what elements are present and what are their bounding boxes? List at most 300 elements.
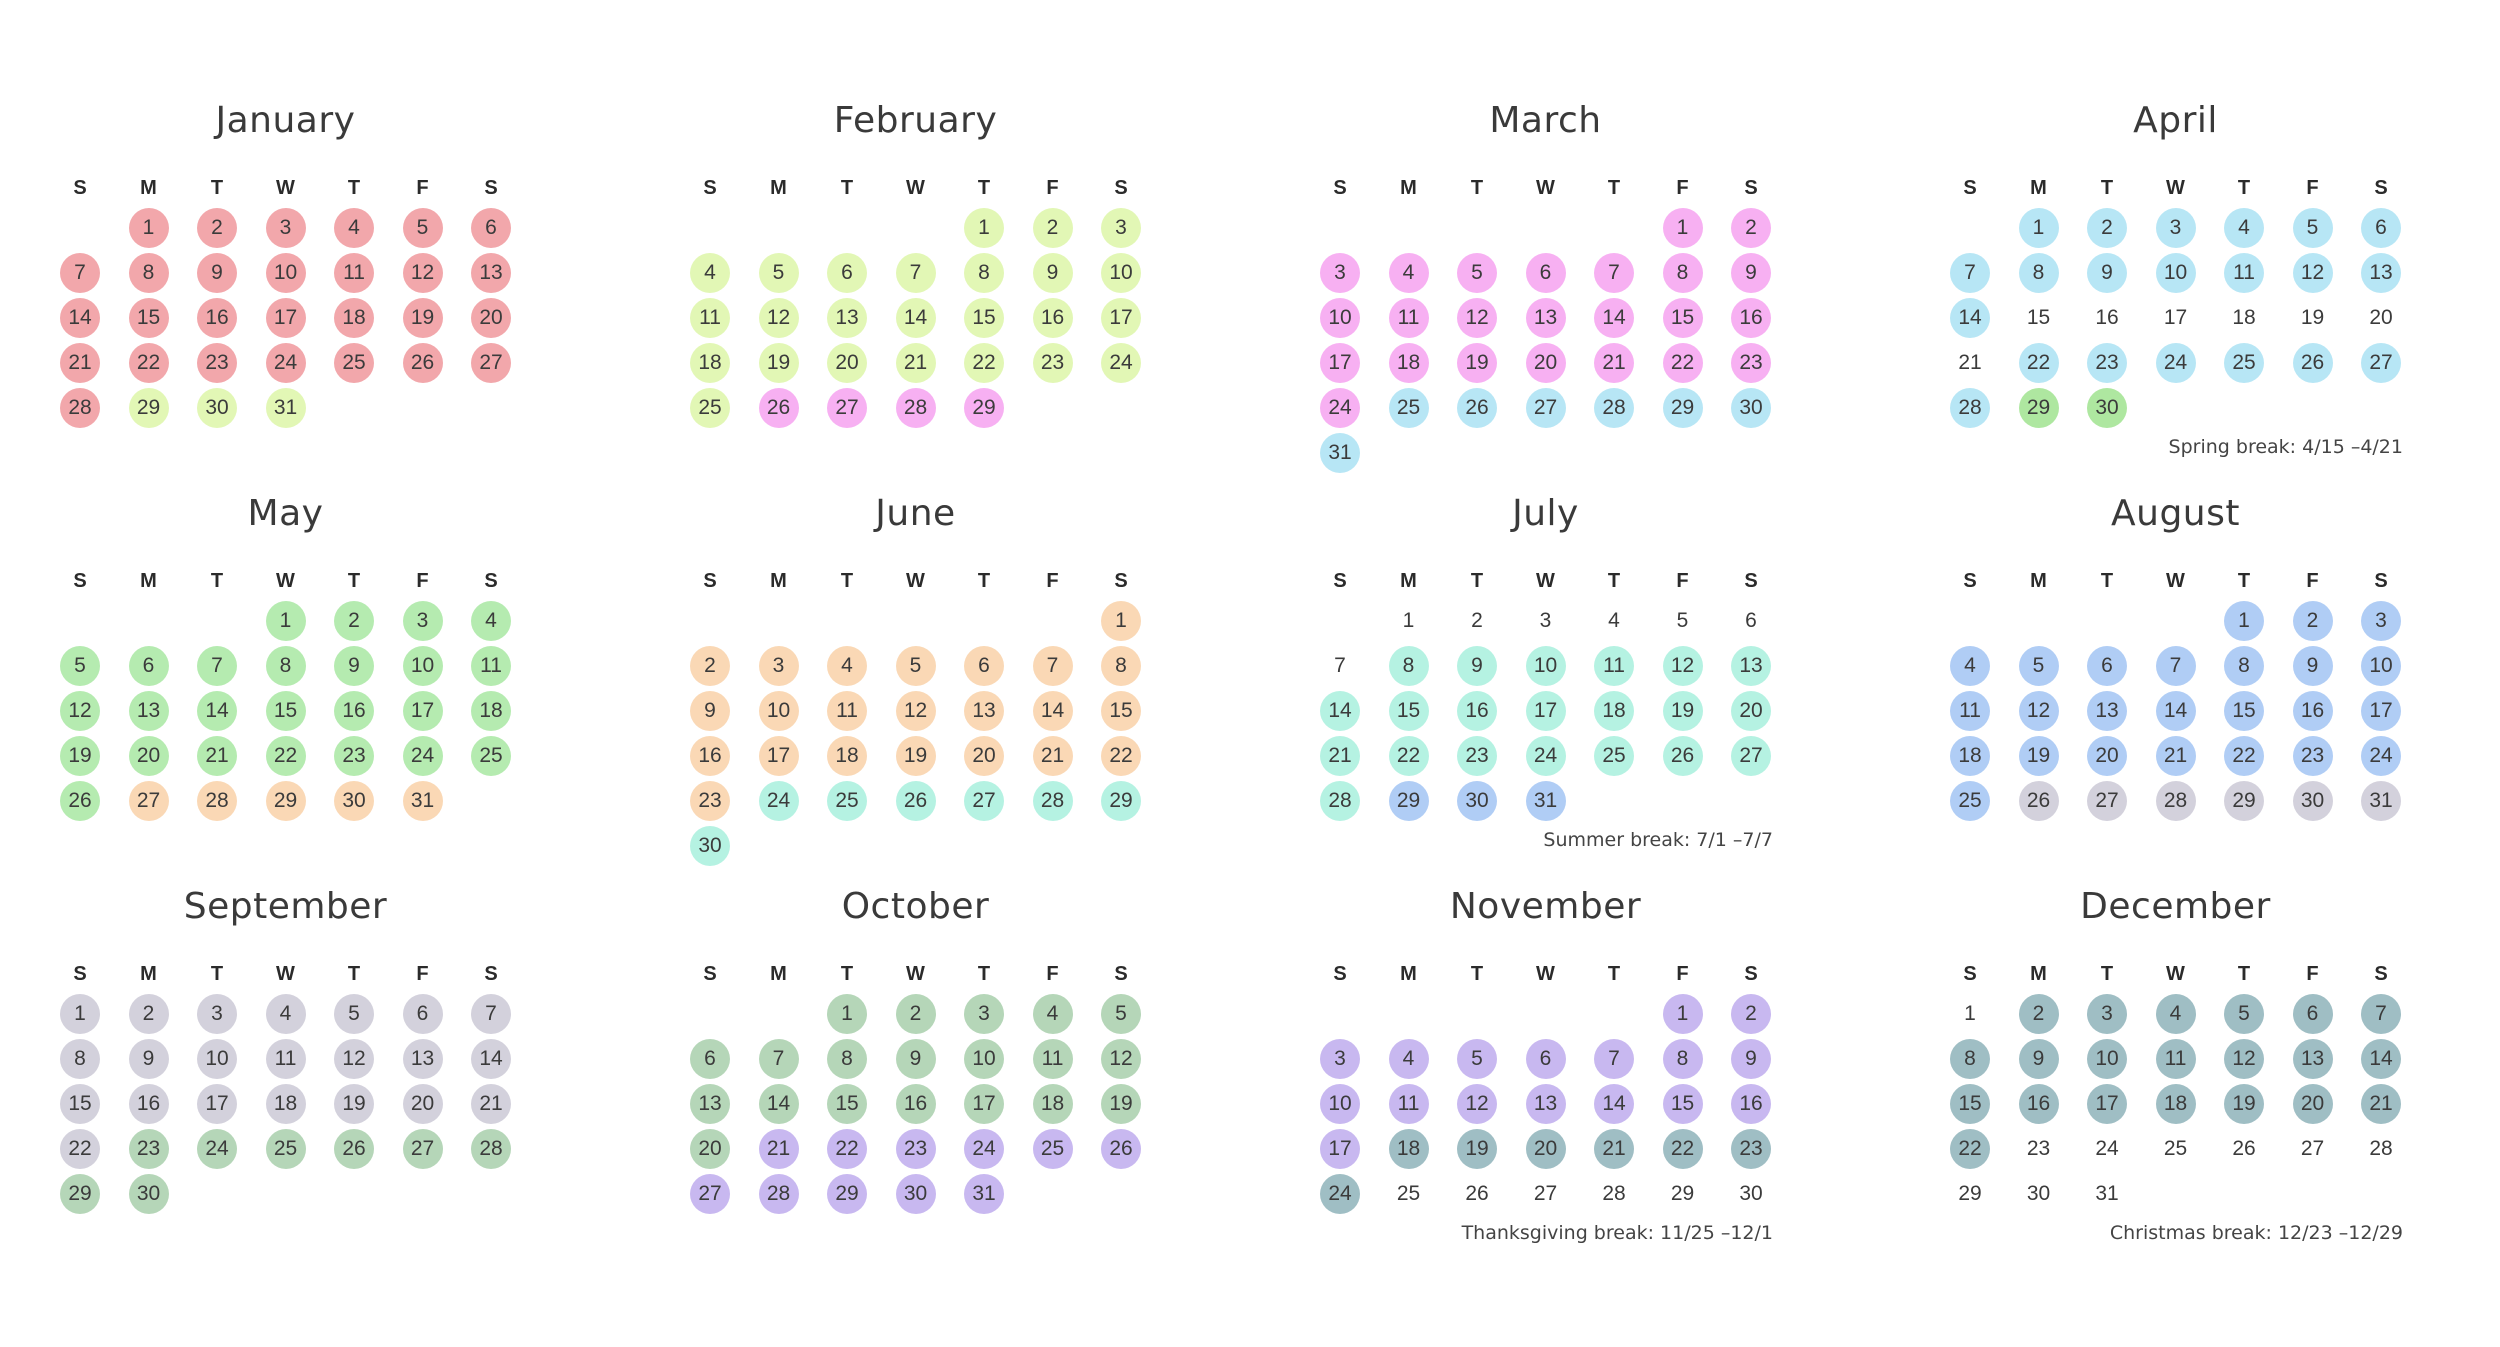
- day-cell[interactable]: 10: [1320, 1084, 1360, 1124]
- day-cell[interactable]: 14: [759, 1084, 799, 1124]
- day-cell[interactable]: 23: [334, 736, 374, 776]
- day-cell[interactable]: 19: [896, 736, 936, 776]
- day-cell[interactable]: 26: [1457, 388, 1497, 428]
- day-cell[interactable]: 17: [1320, 1129, 1360, 1169]
- day-cell[interactable]: 3: [2087, 994, 2127, 1034]
- day-cell[interactable]: 9: [129, 1039, 169, 1079]
- day-cell[interactable]: 29: [1389, 781, 1429, 821]
- day-cell[interactable]: 25: [1396, 1182, 1421, 1205]
- day-cell[interactable]: 11: [1594, 646, 1634, 686]
- day-cell[interactable]: 13: [129, 691, 169, 731]
- day-cell[interactable]: 6: [1526, 1039, 1566, 1079]
- day-cell[interactable]: 27: [2300, 1137, 2325, 1160]
- day-cell[interactable]: 3: [197, 994, 237, 1034]
- day-cell[interactable]: 23: [2087, 343, 2127, 383]
- day-cell[interactable]: 18: [334, 298, 374, 338]
- day-cell[interactable]: 19: [2019, 736, 2059, 776]
- day-cell[interactable]: 10: [2361, 646, 2401, 686]
- day-cell[interactable]: 7: [60, 253, 100, 293]
- day-cell[interactable]: 24: [759, 781, 799, 821]
- day-cell[interactable]: 12: [334, 1039, 374, 1079]
- day-cell[interactable]: 6: [2293, 994, 2333, 1034]
- day-cell[interactable]: 11: [334, 253, 374, 293]
- day-cell[interactable]: 24: [1320, 388, 1360, 428]
- day-cell[interactable]: 27: [2087, 781, 2127, 821]
- day-cell[interactable]: 30: [1731, 388, 1771, 428]
- day-cell[interactable]: 12: [403, 253, 443, 293]
- day-cell[interactable]: 17: [266, 298, 306, 338]
- day-cell[interactable]: 15: [1663, 298, 1703, 338]
- day-cell[interactable]: 6: [964, 646, 1004, 686]
- day-cell[interactable]: 30: [2293, 781, 2333, 821]
- day-cell[interactable]: 18: [1033, 1084, 1073, 1124]
- day-cell[interactable]: 3: [1320, 1039, 1360, 1079]
- day-cell[interactable]: 6: [2361, 208, 2401, 248]
- day-cell[interactable]: 2: [2087, 208, 2127, 248]
- day-cell[interactable]: 22: [1101, 736, 1141, 776]
- day-cell[interactable]: 7: [197, 646, 237, 686]
- day-cell[interactable]: 17: [759, 736, 799, 776]
- day-cell[interactable]: 5: [1457, 253, 1497, 293]
- day-cell[interactable]: 2: [1731, 994, 1771, 1034]
- day-cell[interactable]: 31: [2361, 781, 2401, 821]
- day-cell[interactable]: 20: [403, 1084, 443, 1124]
- day-cell[interactable]: 20: [1731, 691, 1771, 731]
- day-cell[interactable]: 10: [1101, 253, 1141, 293]
- day-cell[interactable]: 25: [1033, 1129, 1073, 1169]
- day-cell[interactable]: 5: [403, 208, 443, 248]
- day-cell[interactable]: 29: [1670, 1182, 1695, 1205]
- day-cell[interactable]: 12: [759, 298, 799, 338]
- day-cell[interactable]: 3: [2156, 208, 2196, 248]
- day-cell[interactable]: 13: [1526, 298, 1566, 338]
- day-cell[interactable]: 1: [964, 208, 1004, 248]
- day-cell[interactable]: 18: [827, 736, 867, 776]
- day-cell[interactable]: 5: [334, 994, 374, 1034]
- day-cell[interactable]: 14: [197, 691, 237, 731]
- day-cell[interactable]: 18: [2232, 306, 2256, 329]
- day-cell[interactable]: 8: [266, 646, 306, 686]
- day-cell[interactable]: 1: [1663, 994, 1703, 1034]
- day-cell[interactable]: 27: [1526, 388, 1566, 428]
- day-cell[interactable]: 28: [1594, 388, 1634, 428]
- day-cell[interactable]: 17: [197, 1084, 237, 1124]
- day-cell[interactable]: 2: [690, 646, 730, 686]
- day-cell[interactable]: 11: [1950, 691, 1990, 731]
- day-cell[interactable]: 27: [2361, 343, 2401, 383]
- day-cell[interactable]: 22: [266, 736, 306, 776]
- day-cell[interactable]: 30: [197, 388, 237, 428]
- day-cell[interactable]: 8: [129, 253, 169, 293]
- day-cell[interactable]: 3: [2361, 601, 2401, 641]
- day-cell[interactable]: 24: [2361, 736, 2401, 776]
- day-cell[interactable]: 12: [2019, 691, 2059, 731]
- day-cell[interactable]: 14: [1594, 298, 1634, 338]
- day-cell[interactable]: 13: [2361, 253, 2401, 293]
- day-cell[interactable]: 4: [1950, 646, 1990, 686]
- day-cell[interactable]: 15: [129, 298, 169, 338]
- day-cell[interactable]: 1: [827, 994, 867, 1034]
- day-cell[interactable]: 1: [1964, 1002, 1976, 1025]
- day-cell[interactable]: 30: [334, 781, 374, 821]
- day-cell[interactable]: 21: [759, 1129, 799, 1169]
- day-cell[interactable]: 26: [759, 388, 799, 428]
- day-cell[interactable]: 14: [896, 298, 936, 338]
- day-cell[interactable]: 8: [1663, 1039, 1703, 1079]
- day-cell[interactable]: 17: [403, 691, 443, 731]
- day-cell[interactable]: 30: [1739, 1182, 1763, 1205]
- day-cell[interactable]: 3: [759, 646, 799, 686]
- day-cell[interactable]: 27: [471, 343, 511, 383]
- day-cell[interactable]: 7: [1033, 646, 1073, 686]
- day-cell[interactable]: 31: [2095, 1182, 2119, 1205]
- day-cell[interactable]: 7: [2361, 994, 2401, 1034]
- day-cell[interactable]: 17: [1526, 691, 1566, 731]
- day-cell[interactable]: 21: [2156, 736, 2196, 776]
- day-cell[interactable]: 25: [2163, 1137, 2188, 1160]
- day-cell[interactable]: 29: [2019, 388, 2059, 428]
- day-cell[interactable]: 8: [964, 253, 1004, 293]
- day-cell[interactable]: 16: [129, 1084, 169, 1124]
- day-cell[interactable]: 3: [266, 208, 306, 248]
- day-cell[interactable]: 27: [403, 1129, 443, 1169]
- day-cell[interactable]: 26: [334, 1129, 374, 1169]
- day-cell[interactable]: 11: [690, 298, 730, 338]
- day-cell[interactable]: 19: [1457, 1129, 1497, 1169]
- day-cell[interactable]: 22: [1950, 1129, 1990, 1169]
- day-cell[interactable]: 11: [2224, 253, 2264, 293]
- day-cell[interactable]: 20: [2087, 736, 2127, 776]
- day-cell[interactable]: 2: [2293, 601, 2333, 641]
- day-cell[interactable]: 19: [759, 343, 799, 383]
- day-cell[interactable]: 21: [1594, 343, 1634, 383]
- day-cell[interactable]: 4: [2224, 208, 2264, 248]
- day-cell[interactable]: 2: [2019, 994, 2059, 1034]
- day-cell[interactable]: 18: [1594, 691, 1634, 731]
- day-cell[interactable]: 7: [2156, 646, 2196, 686]
- day-cell[interactable]: 16: [2293, 691, 2333, 731]
- day-cell[interactable]: 24: [964, 1129, 1004, 1169]
- day-cell[interactable]: 26: [60, 781, 100, 821]
- day-cell[interactable]: 25: [1389, 388, 1429, 428]
- day-cell[interactable]: 17: [2087, 1084, 2127, 1124]
- day-cell[interactable]: 26: [2232, 1137, 2256, 1160]
- day-cell[interactable]: 16: [1033, 298, 1073, 338]
- day-cell[interactable]: 27: [690, 1174, 730, 1214]
- day-cell[interactable]: 21: [197, 736, 237, 776]
- day-cell[interactable]: 29: [964, 388, 1004, 428]
- day-cell[interactable]: 12: [1101, 1039, 1141, 1079]
- day-cell[interactable]: 21: [896, 343, 936, 383]
- day-cell[interactable]: 28: [1320, 781, 1360, 821]
- day-cell[interactable]: 13: [471, 253, 511, 293]
- day-cell[interactable]: 25: [334, 343, 374, 383]
- day-cell[interactable]: 13: [403, 1039, 443, 1079]
- day-cell[interactable]: 28: [759, 1174, 799, 1214]
- day-cell[interactable]: 20: [690, 1129, 730, 1169]
- day-cell[interactable]: 28: [2156, 781, 2196, 821]
- day-cell[interactable]: 23: [896, 1129, 936, 1169]
- day-cell[interactable]: 23: [1033, 343, 1073, 383]
- day-cell[interactable]: 19: [403, 298, 443, 338]
- day-cell[interactable]: 26: [1663, 736, 1703, 776]
- day-cell[interactable]: 31: [403, 781, 443, 821]
- day-cell[interactable]: 23: [129, 1129, 169, 1169]
- day-cell[interactable]: 6: [129, 646, 169, 686]
- day-cell[interactable]: 15: [964, 298, 1004, 338]
- day-cell[interactable]: 7: [1334, 654, 1346, 677]
- day-cell[interactable]: 5: [60, 646, 100, 686]
- day-cell[interactable]: 9: [1731, 253, 1771, 293]
- day-cell[interactable]: 16: [1731, 298, 1771, 338]
- day-cell[interactable]: 6: [403, 994, 443, 1034]
- day-cell[interactable]: 27: [1533, 1182, 1558, 1205]
- day-cell[interactable]: 20: [2369, 306, 2393, 329]
- day-cell[interactable]: 15: [2026, 306, 2051, 329]
- day-cell[interactable]: 4: [1608, 609, 1620, 632]
- day-cell[interactable]: 1: [129, 208, 169, 248]
- day-cell[interactable]: 23: [1731, 1129, 1771, 1169]
- day-cell[interactable]: 13: [2087, 691, 2127, 731]
- day-cell[interactable]: 4: [1389, 1039, 1429, 1079]
- day-cell[interactable]: 27: [827, 388, 867, 428]
- day-cell[interactable]: 4: [334, 208, 374, 248]
- day-cell[interactable]: 25: [690, 388, 730, 428]
- day-cell[interactable]: 29: [266, 781, 306, 821]
- day-cell[interactable]: 31: [1526, 781, 1566, 821]
- day-cell[interactable]: 14: [1033, 691, 1073, 731]
- day-cell[interactable]: 29: [1663, 388, 1703, 428]
- day-cell[interactable]: 26: [896, 781, 936, 821]
- day-cell[interactable]: 1: [1402, 609, 1415, 632]
- day-cell[interactable]: 26: [2293, 343, 2333, 383]
- day-cell[interactable]: 12: [1457, 298, 1497, 338]
- day-cell[interactable]: 11: [1389, 298, 1429, 338]
- day-cell[interactable]: 5: [1101, 994, 1141, 1034]
- day-cell[interactable]: 12: [1457, 1084, 1497, 1124]
- day-cell[interactable]: 9: [334, 646, 374, 686]
- day-cell[interactable]: 4: [690, 253, 730, 293]
- day-cell[interactable]: 10: [759, 691, 799, 731]
- day-cell[interactable]: 5: [896, 646, 936, 686]
- day-cell[interactable]: 26: [403, 343, 443, 383]
- day-cell[interactable]: 22: [1389, 736, 1429, 776]
- day-cell[interactable]: 24: [2156, 343, 2196, 383]
- day-cell[interactable]: 23: [690, 781, 730, 821]
- day-cell[interactable]: 16: [690, 736, 730, 776]
- day-cell[interactable]: 7: [1594, 1039, 1634, 1079]
- day-cell[interactable]: 13: [690, 1084, 730, 1124]
- day-cell[interactable]: 10: [266, 253, 306, 293]
- day-cell[interactable]: 16: [2095, 306, 2119, 329]
- day-cell[interactable]: 9: [690, 691, 730, 731]
- day-cell[interactable]: 30: [1457, 781, 1497, 821]
- day-cell[interactable]: 10: [2087, 1039, 2127, 1079]
- day-cell[interactable]: 24: [403, 736, 443, 776]
- day-cell[interactable]: 15: [2224, 691, 2264, 731]
- day-cell[interactable]: 5: [2224, 994, 2264, 1034]
- day-cell[interactable]: 1: [266, 601, 306, 641]
- day-cell[interactable]: 25: [1950, 781, 1990, 821]
- day-cell[interactable]: 14: [1594, 1084, 1634, 1124]
- day-cell[interactable]: 22: [2019, 343, 2059, 383]
- day-cell[interactable]: 9: [2019, 1039, 2059, 1079]
- day-cell[interactable]: 22: [964, 343, 1004, 383]
- day-cell[interactable]: 15: [266, 691, 306, 731]
- day-cell[interactable]: 9: [1731, 1039, 1771, 1079]
- day-cell[interactable]: 1: [2224, 601, 2264, 641]
- day-cell[interactable]: 2: [197, 208, 237, 248]
- day-cell[interactable]: 26: [1465, 1182, 1489, 1205]
- day-cell[interactable]: 19: [1457, 343, 1497, 383]
- day-cell[interactable]: 1: [2019, 208, 2059, 248]
- day-cell[interactable]: 6: [1745, 609, 1757, 632]
- day-cell[interactable]: 17: [2163, 306, 2188, 329]
- day-cell[interactable]: 4: [266, 994, 306, 1034]
- day-cell[interactable]: 23: [2026, 1137, 2051, 1160]
- day-cell[interactable]: 27: [964, 781, 1004, 821]
- day-cell[interactable]: 15: [1950, 1084, 1990, 1124]
- day-cell[interactable]: 16: [334, 691, 374, 731]
- day-cell[interactable]: 14: [1320, 691, 1360, 731]
- day-cell[interactable]: 21: [1320, 736, 1360, 776]
- day-cell[interactable]: 30: [2026, 1182, 2051, 1205]
- day-cell[interactable]: 1: [1101, 601, 1141, 641]
- day-cell[interactable]: 17: [2361, 691, 2401, 731]
- day-cell[interactable]: 28: [896, 388, 936, 428]
- day-cell[interactable]: 24: [1526, 736, 1566, 776]
- day-cell[interactable]: 5: [1676, 609, 1689, 632]
- day-cell[interactable]: 10: [964, 1039, 1004, 1079]
- day-cell[interactable]: 10: [403, 646, 443, 686]
- day-cell[interactable]: 31: [1320, 433, 1360, 473]
- day-cell[interactable]: 10: [2156, 253, 2196, 293]
- day-cell[interactable]: 18: [471, 691, 511, 731]
- day-cell[interactable]: 19: [1101, 1084, 1141, 1124]
- day-cell[interactable]: 23: [197, 343, 237, 383]
- day-cell[interactable]: 14: [471, 1039, 511, 1079]
- day-cell[interactable]: 21: [471, 1084, 511, 1124]
- day-cell[interactable]: 31: [266, 388, 306, 428]
- day-cell[interactable]: 15: [1389, 691, 1429, 731]
- day-cell[interactable]: 6: [1526, 253, 1566, 293]
- day-cell[interactable]: 7: [759, 1039, 799, 1079]
- day-cell[interactable]: 25: [471, 736, 511, 776]
- day-cell[interactable]: 12: [1663, 646, 1703, 686]
- day-cell[interactable]: 5: [759, 253, 799, 293]
- day-cell[interactable]: 24: [266, 343, 306, 383]
- day-cell[interactable]: 28: [1602, 1182, 1626, 1205]
- day-cell[interactable]: 18: [1950, 736, 1990, 776]
- day-cell[interactable]: 3: [403, 601, 443, 641]
- day-cell[interactable]: 21: [1594, 1129, 1634, 1169]
- day-cell[interactable]: 10: [1526, 646, 1566, 686]
- day-cell[interactable]: 25: [2224, 343, 2264, 383]
- day-cell[interactable]: 30: [2087, 388, 2127, 428]
- day-cell[interactable]: 19: [60, 736, 100, 776]
- day-cell[interactable]: 8: [1663, 253, 1703, 293]
- day-cell[interactable]: 4: [1389, 253, 1429, 293]
- day-cell[interactable]: 15: [827, 1084, 867, 1124]
- day-cell[interactable]: 22: [2224, 736, 2264, 776]
- day-cell[interactable]: 8: [2019, 253, 2059, 293]
- day-cell[interactable]: 16: [2019, 1084, 2059, 1124]
- day-cell[interactable]: 3: [1101, 208, 1141, 248]
- day-cell[interactable]: 24: [197, 1129, 237, 1169]
- day-cell[interactable]: 26: [1101, 1129, 1141, 1169]
- day-cell[interactable]: 8: [1101, 646, 1141, 686]
- day-cell[interactable]: 18: [690, 343, 730, 383]
- day-cell[interactable]: 9: [2087, 253, 2127, 293]
- day-cell[interactable]: 2: [1033, 208, 1073, 248]
- day-cell[interactable]: 22: [60, 1129, 100, 1169]
- day-cell[interactable]: 9: [197, 253, 237, 293]
- day-cell[interactable]: 28: [60, 388, 100, 428]
- day-cell[interactable]: 21: [2361, 1084, 2401, 1124]
- day-cell[interactable]: 8: [1389, 646, 1429, 686]
- day-cell[interactable]: 20: [1526, 343, 1566, 383]
- day-cell[interactable]: 6: [827, 253, 867, 293]
- day-cell[interactable]: 20: [964, 736, 1004, 776]
- day-cell[interactable]: 20: [2293, 1084, 2333, 1124]
- day-cell[interactable]: 2: [896, 994, 936, 1034]
- day-cell[interactable]: 7: [1950, 253, 1990, 293]
- day-cell[interactable]: 13: [827, 298, 867, 338]
- day-cell[interactable]: 6: [2087, 646, 2127, 686]
- day-cell[interactable]: 16: [1731, 1084, 1771, 1124]
- day-cell[interactable]: 13: [1731, 646, 1771, 686]
- day-cell[interactable]: 30: [129, 1174, 169, 1214]
- day-cell[interactable]: 7: [896, 253, 936, 293]
- day-cell[interactable]: 15: [60, 1084, 100, 1124]
- day-cell[interactable]: 1: [1663, 208, 1703, 248]
- day-cell[interactable]: 28: [197, 781, 237, 821]
- day-cell[interactable]: 6: [471, 208, 511, 248]
- day-cell[interactable]: 19: [2300, 306, 2325, 329]
- day-cell[interactable]: 26: [2019, 781, 2059, 821]
- day-cell[interactable]: 28: [1950, 388, 1990, 428]
- day-cell[interactable]: 18: [1389, 343, 1429, 383]
- day-cell[interactable]: 3: [1539, 609, 1552, 632]
- day-cell[interactable]: 29: [827, 1174, 867, 1214]
- day-cell[interactable]: 19: [2224, 1084, 2264, 1124]
- day-cell[interactable]: 7: [1594, 253, 1634, 293]
- day-cell[interactable]: 25: [827, 781, 867, 821]
- day-cell[interactable]: 28: [2369, 1137, 2393, 1160]
- day-cell[interactable]: 8: [2224, 646, 2264, 686]
- day-cell[interactable]: 18: [2156, 1084, 2196, 1124]
- day-cell[interactable]: 27: [1731, 736, 1771, 776]
- day-cell[interactable]: 15: [1663, 1084, 1703, 1124]
- day-cell[interactable]: 20: [129, 736, 169, 776]
- day-cell[interactable]: 12: [896, 691, 936, 731]
- day-cell[interactable]: 4: [827, 646, 867, 686]
- day-cell[interactable]: 9: [896, 1039, 936, 1079]
- day-cell[interactable]: 11: [266, 1039, 306, 1079]
- day-cell[interactable]: 9: [2293, 646, 2333, 686]
- day-cell[interactable]: 30: [690, 826, 730, 866]
- day-cell[interactable]: 11: [2156, 1039, 2196, 1079]
- day-cell[interactable]: 14: [2156, 691, 2196, 731]
- day-cell[interactable]: 14: [1950, 298, 1990, 338]
- day-cell[interactable]: 29: [1101, 781, 1141, 821]
- day-cell[interactable]: 8: [827, 1039, 867, 1079]
- day-cell[interactable]: 1: [60, 994, 100, 1034]
- day-cell[interactable]: 27: [129, 781, 169, 821]
- day-cell[interactable]: 6: [690, 1039, 730, 1079]
- day-cell[interactable]: 20: [827, 343, 867, 383]
- day-cell[interactable]: 11: [471, 646, 511, 686]
